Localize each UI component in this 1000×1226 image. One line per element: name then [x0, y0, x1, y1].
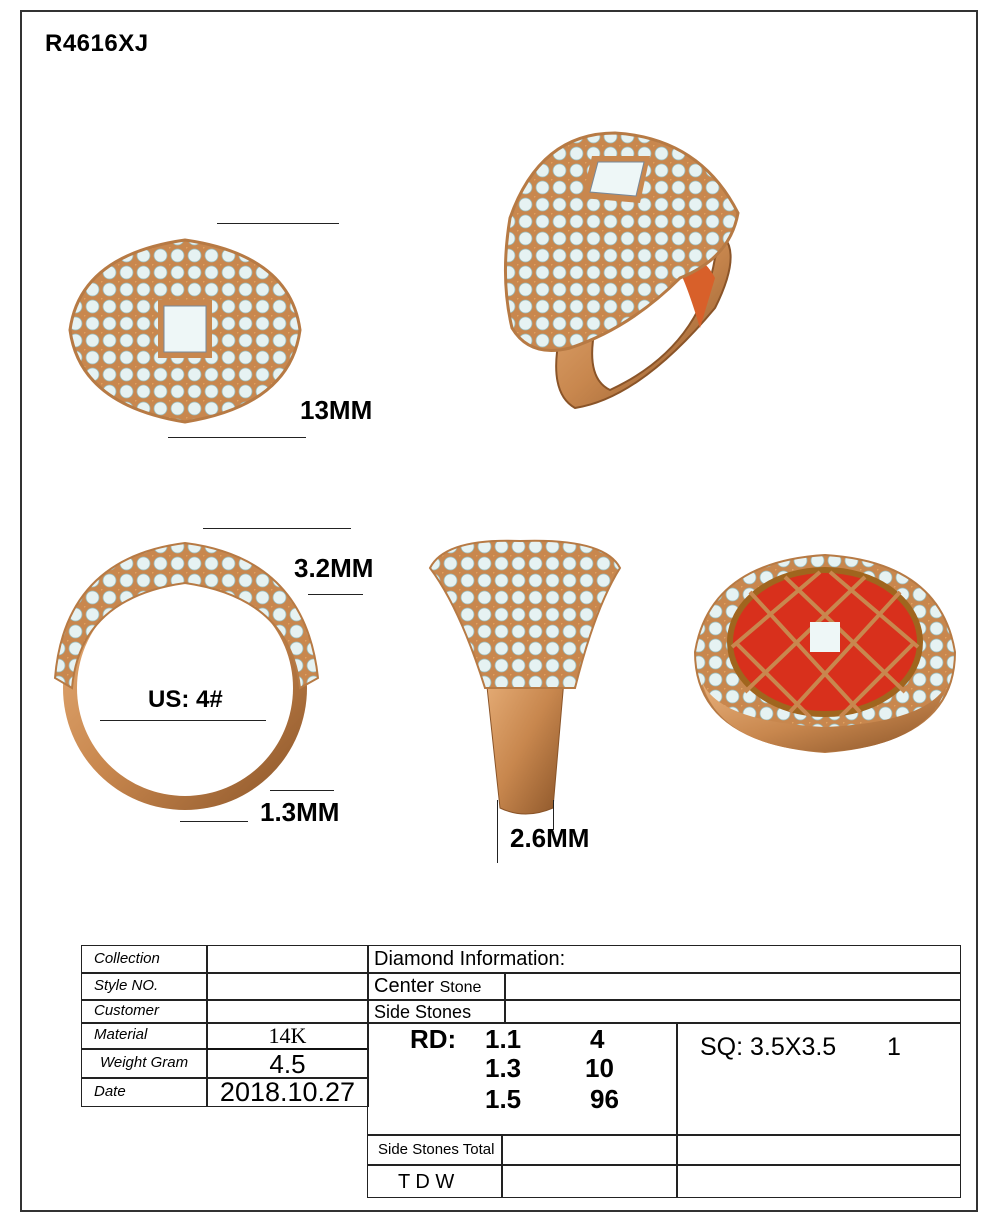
- ring-front-view: [50, 538, 325, 820]
- width-dimension: 13MM: [300, 395, 373, 425]
- center-stone-value: [504, 972, 961, 1001]
- side-stones-total-value: [501, 1134, 678, 1166]
- collection-label: Collection: [81, 945, 208, 974]
- rd-label: RD:: [410, 1024, 457, 1054]
- material-value: 14K: [206, 1022, 369, 1050]
- dimension-line: [180, 821, 248, 822]
- center-stone-label: [367, 972, 506, 1001]
- ring-top-view: [50, 230, 320, 430]
- band-thickness-dimension: 1.3MM: [260, 797, 340, 827]
- band-width-dimension: 2.6MM: [510, 823, 590, 853]
- rd-count: 96: [590, 1084, 619, 1114]
- dimension-line: [203, 528, 351, 529]
- rd-size: 1.5: [485, 1084, 522, 1114]
- material-label: Material: [81, 1022, 208, 1050]
- tdw-extra: [676, 1164, 961, 1198]
- style-no-value: [206, 972, 369, 1001]
- tdw-label: T D W: [367, 1164, 503, 1198]
- tdw-value: [501, 1164, 678, 1198]
- center-label: Center: [374, 975, 435, 997]
- dimension-line: [270, 790, 334, 791]
- dimension-line: [100, 720, 266, 721]
- weight-value: 4.5: [206, 1048, 369, 1079]
- weight-label: Weight Gram: [81, 1048, 208, 1079]
- sq-count: 1: [887, 1033, 901, 1061]
- height-dimension: 3.2MM: [294, 553, 374, 583]
- ring-side-view: [425, 538, 625, 820]
- style-no-label: Style NO.: [81, 972, 208, 1001]
- date-value: 2018.10.27: [206, 1077, 369, 1107]
- ring-size: US: 4#: [148, 686, 223, 713]
- customer-value: [206, 999, 369, 1024]
- side-stones-label: Side Stones: [367, 999, 506, 1024]
- sq-size: SQ: 3.5X3.5: [700, 1033, 837, 1061]
- dimension-line: [497, 800, 498, 863]
- rd-count: 10: [585, 1053, 614, 1083]
- collection-value: [206, 945, 369, 974]
- dimension-line: [168, 437, 306, 438]
- rd-count: 4: [590, 1024, 605, 1054]
- dimension-line: [217, 223, 339, 224]
- ring-perspective-view: [500, 128, 745, 413]
- rd-size: 1.3: [485, 1053, 522, 1083]
- style-number-title: R4616XJ: [45, 30, 149, 57]
- side-stones-total-extra: [676, 1134, 961, 1166]
- side-stones-total-label: Side Stones Total: [367, 1134, 503, 1166]
- side-stones-value: [504, 999, 961, 1024]
- dimension-line: [308, 594, 363, 595]
- rd-size: 1.1: [485, 1024, 522, 1054]
- diamond-info-heading: Diamond Information:: [367, 945, 961, 974]
- customer-label: Customer: [81, 999, 208, 1024]
- date-label: Date: [81, 1077, 208, 1107]
- stone-label: Stone: [439, 979, 482, 996]
- ring-back-view: [690, 552, 960, 757]
